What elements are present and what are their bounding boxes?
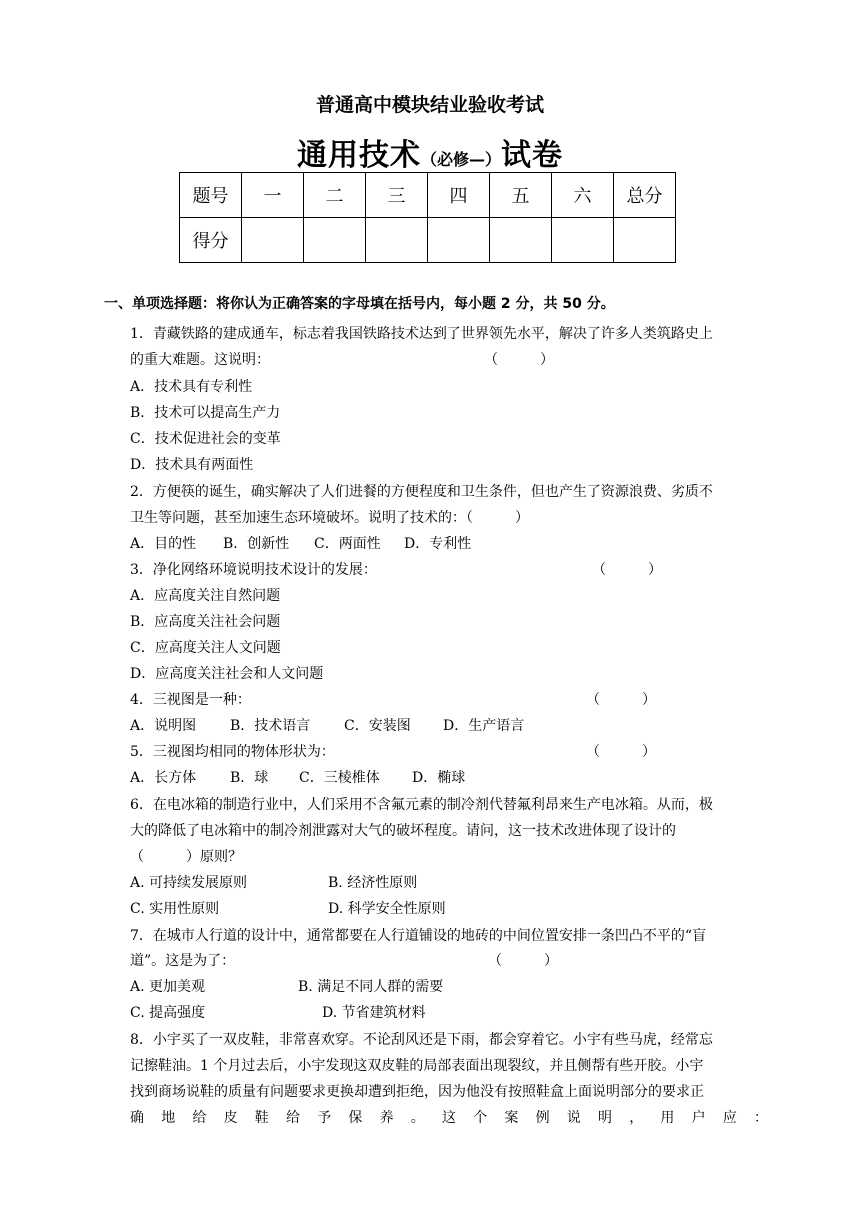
exam-subtitle: 普通高中模块结业验收考试 (315, 94, 544, 116)
option-d: D．应高度关注社会和人文问题 (130, 666, 324, 682)
option-a: A．说明图 (130, 718, 197, 734)
answer-blank: （ ） (484, 352, 554, 368)
table-cell (428, 218, 490, 263)
table-cell (366, 218, 428, 263)
option-c: C. 提高强度 (130, 1005, 206, 1021)
table-cell (552, 218, 614, 263)
table-cell (490, 218, 552, 263)
table-cell: 六 (552, 173, 614, 218)
question-8-line: 确地给皮鞋给予保养。这个案例说明，用户应： (130, 1110, 768, 1126)
question-7-line: 道”。这是为了： (130, 953, 236, 969)
exam-title-part-b: 试卷 (501, 138, 563, 173)
exam-title-part-small: （必修—） (420, 150, 501, 169)
question-2-line: 2．方便筷的诞生，确实解决了人们进餐的方便程度和卫生条件，但也产生了资源浪费、劣质不 (130, 484, 713, 500)
option-a: A. 可持续发展原则 (130, 875, 248, 891)
table-cell (242, 218, 304, 263)
question-3-line: 3．净化网络环境说明技术设计的发展： (130, 562, 377, 578)
option-c: C．技术促进社会的变革 (130, 431, 281, 447)
table-cell (304, 218, 366, 263)
table-cell: 五 (490, 173, 552, 218)
option-a: A．目的性 (130, 536, 197, 552)
option-d: D. 节省建筑材料 (322, 1005, 426, 1021)
option-d: D．专利性 (404, 536, 472, 552)
question-8-line: 记擦鞋油。1 个月过去后，小宇发现这双皮鞋的局部表面出现裂纹，并且侧帮有些开胶。小宇 (130, 1058, 704, 1074)
option-c: C．两面性 (314, 536, 381, 552)
question-2-line: 卫生等问题，甚至加速生态环境破坏。说明了技术的：（ ） (130, 510, 529, 526)
option-c: C. 实用性原则 (130, 901, 220, 917)
table-cell (614, 218, 676, 263)
table-cell: 四 (428, 173, 490, 218)
option-c: C．三棱椎体 (299, 770, 380, 786)
question-6-line: （ ）原则？ (130, 849, 242, 865)
option-d: D．椭球 (412, 770, 466, 786)
exam-title (0, 130, 860, 174)
option-a: A. 更加美观 (130, 979, 206, 995)
table-cell: 得分 (180, 218, 242, 263)
question-5-line: 5．三视图均相同的物体形状为： (130, 744, 335, 760)
option-d: D．生产语言 (443, 718, 525, 734)
score-table-header-row (180, 173, 676, 218)
option-c: C．应高度关注人文问题 (130, 640, 281, 656)
table-cell: 二 (304, 173, 366, 218)
option-d: D. 科学安全性原则 (328, 901, 446, 917)
section-heading: 一、单项选择题：将你认为正确答案的字母填在括号内，每小题 2 分，共 50 分。 (104, 296, 615, 312)
exam-title-part-a: 通用技术 (296, 138, 421, 173)
question-1-line: 1．青藏铁路的建成通车，标志着我国铁路技术达到了世界领先水平，解决了许多人类筑路史上 (130, 326, 713, 342)
table-cell: 题号 (180, 173, 242, 218)
score-table (179, 172, 676, 263)
option-c: C．安装图 (344, 718, 411, 734)
question-6-line: 6．在电冰箱的制造行业中，人们采用不含氟元素的制冷剂代替氟利昂来生产电冰箱。从而，极 (130, 797, 713, 813)
answer-blank: （ ） (586, 744, 656, 760)
question-4-line: 4．三视图是一种： (130, 692, 251, 708)
score-table-score-row (180, 218, 676, 263)
option-a: A．应高度关注自然问题 (130, 588, 281, 604)
question-8-line: 8．小宇买了一双皮鞋，非常喜欢穿。不论刮风还是下雨，都会穿着它。小宇有些马虎，经常忘 (130, 1032, 713, 1048)
option-b: B. 经济性原则 (328, 875, 418, 891)
option-a: A．长方体 (130, 770, 197, 786)
answer-blank: （ ） (592, 562, 662, 578)
option-a: A．技术具有专利性 (130, 379, 253, 395)
option-d: D．技术具有两面性 (130, 457, 254, 473)
answer-blank: （ ） (488, 953, 558, 969)
option-b: B．技术可以提高生产力 (130, 405, 281, 421)
option-b: B．创新性 (223, 536, 290, 552)
question-7-line: 7．在城市人行道的设计中，通常都要在人行道铺设的地砖的中间位置安排一条凹凸不平的“盲 (130, 928, 707, 944)
answer-blank: （ ） (586, 692, 656, 708)
question-6-line: 大的降低了电冰箱中的制冷剂泄露对大气的破坏程度。请问，这一技术改进体现了设计的 (130, 823, 676, 839)
option-b: B．技术语言 (230, 718, 311, 734)
option-b: B．球 (230, 770, 269, 786)
option-b: B．应高度关注社会问题 (130, 614, 281, 630)
option-b: B. 满足不同人群的需要 (298, 979, 444, 995)
table-cell: 三 (366, 173, 428, 218)
table-cell: 总分 (614, 173, 676, 218)
table-cell: 一 (242, 173, 304, 218)
question-1-line: 的重大难题。这说明： (130, 352, 270, 368)
question-8-line: 找到商场说鞋的质量有问题要求更换却遭到拒绝，因为他没有按照鞋盒上面说明部分的要求正 (130, 1084, 704, 1100)
